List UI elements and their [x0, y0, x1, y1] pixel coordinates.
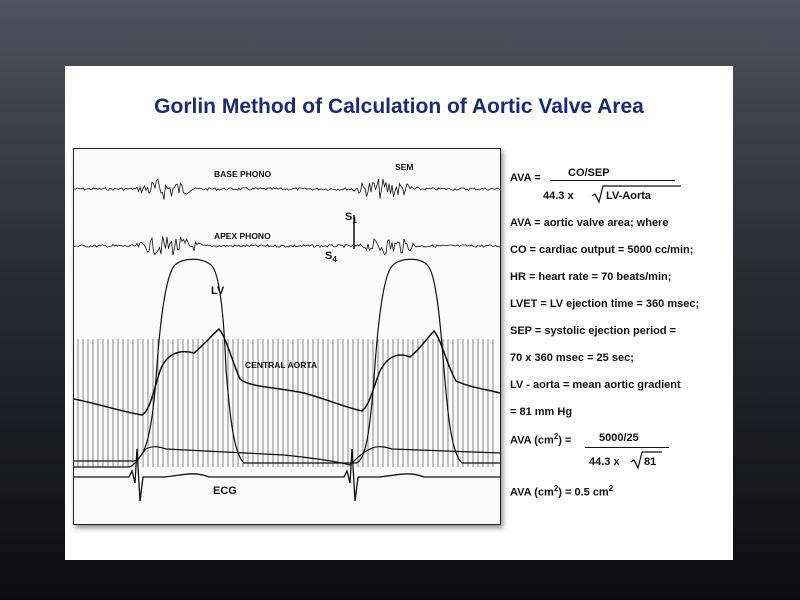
s4-letter: S — [325, 250, 333, 262]
hemodynamic-tracing — [73, 148, 501, 525]
slide-title: Gorlin Method of Calculation of Aortic Valve Area — [154, 95, 644, 118]
ecg-label: ECG — [213, 485, 237, 497]
s4-subscript: 4 — [332, 255, 337, 264]
formula-denom-root: LV-Aorta — [606, 190, 652, 202]
s1-label — [345, 211, 357, 225]
calculation-denom-root: 81 — [644, 456, 657, 468]
apex-phono-waveform — [74, 236, 500, 255]
calculation-lhs — [510, 432, 571, 447]
calc-lhs-post: ) = — [558, 434, 572, 447]
result-line — [510, 484, 613, 499]
result-sup2: 2 — [608, 484, 614, 493]
recording-grid — [78, 339, 493, 467]
calculation-numerator: 5000/25 — [599, 432, 639, 444]
result-mid: ) = 0.5 cm — [558, 486, 609, 499]
definition-line: = 81 mm Hg — [510, 406, 573, 418]
definition-line: SEP = systolic ejection period = — [510, 325, 677, 337]
definition-line: AVA = aortic valve area; where — [510, 217, 669, 229]
tracing-svg — [74, 149, 500, 524]
base-phono-label: BASE PHONO — [214, 169, 272, 179]
formula-denom-prefix: 44.3 x — [543, 190, 574, 202]
calc-lhs-pre: AVA (cm — [510, 434, 554, 447]
result-sup1: 2 — [553, 484, 559, 493]
calculation-fraction-bar — [585, 447, 669, 448]
s1-letter: S — [345, 211, 353, 223]
base-phono-waveform — [74, 179, 500, 199]
lv-label: LV — [211, 285, 225, 297]
formula-lhs: AVA = — [510, 172, 541, 184]
calculation-denom-prefix: 44.3 x — [589, 456, 620, 468]
calc-lhs-sup: 2 — [553, 432, 559, 441]
central-aorta-label: CENTRAL AORTA — [245, 360, 318, 370]
sem-label: SEM — [395, 162, 414, 172]
s1-subscript: 1 — [352, 216, 357, 225]
apex-phono-label: APEX PHONO — [214, 231, 271, 241]
slide — [65, 66, 733, 560]
definition-line: 70 x 360 msec = 25 sec; — [510, 352, 634, 364]
definition-line: LV - aorta = mean aortic gradient — [510, 379, 681, 391]
formula-fraction-bar — [550, 180, 675, 181]
s4-label — [325, 250, 337, 264]
definition-line: LVET = LV ejection time = 360 msec; — [510, 298, 700, 310]
definition-line: HR = heart rate = 70 beats/min; — [510, 271, 672, 283]
definition-line: CO = cardiac output = 5000 cc/min; — [510, 244, 694, 256]
result-pre: AVA (cm — [510, 486, 554, 499]
ecg-trace — [74, 449, 500, 501]
formula-numerator: CO/SEP — [568, 167, 610, 179]
